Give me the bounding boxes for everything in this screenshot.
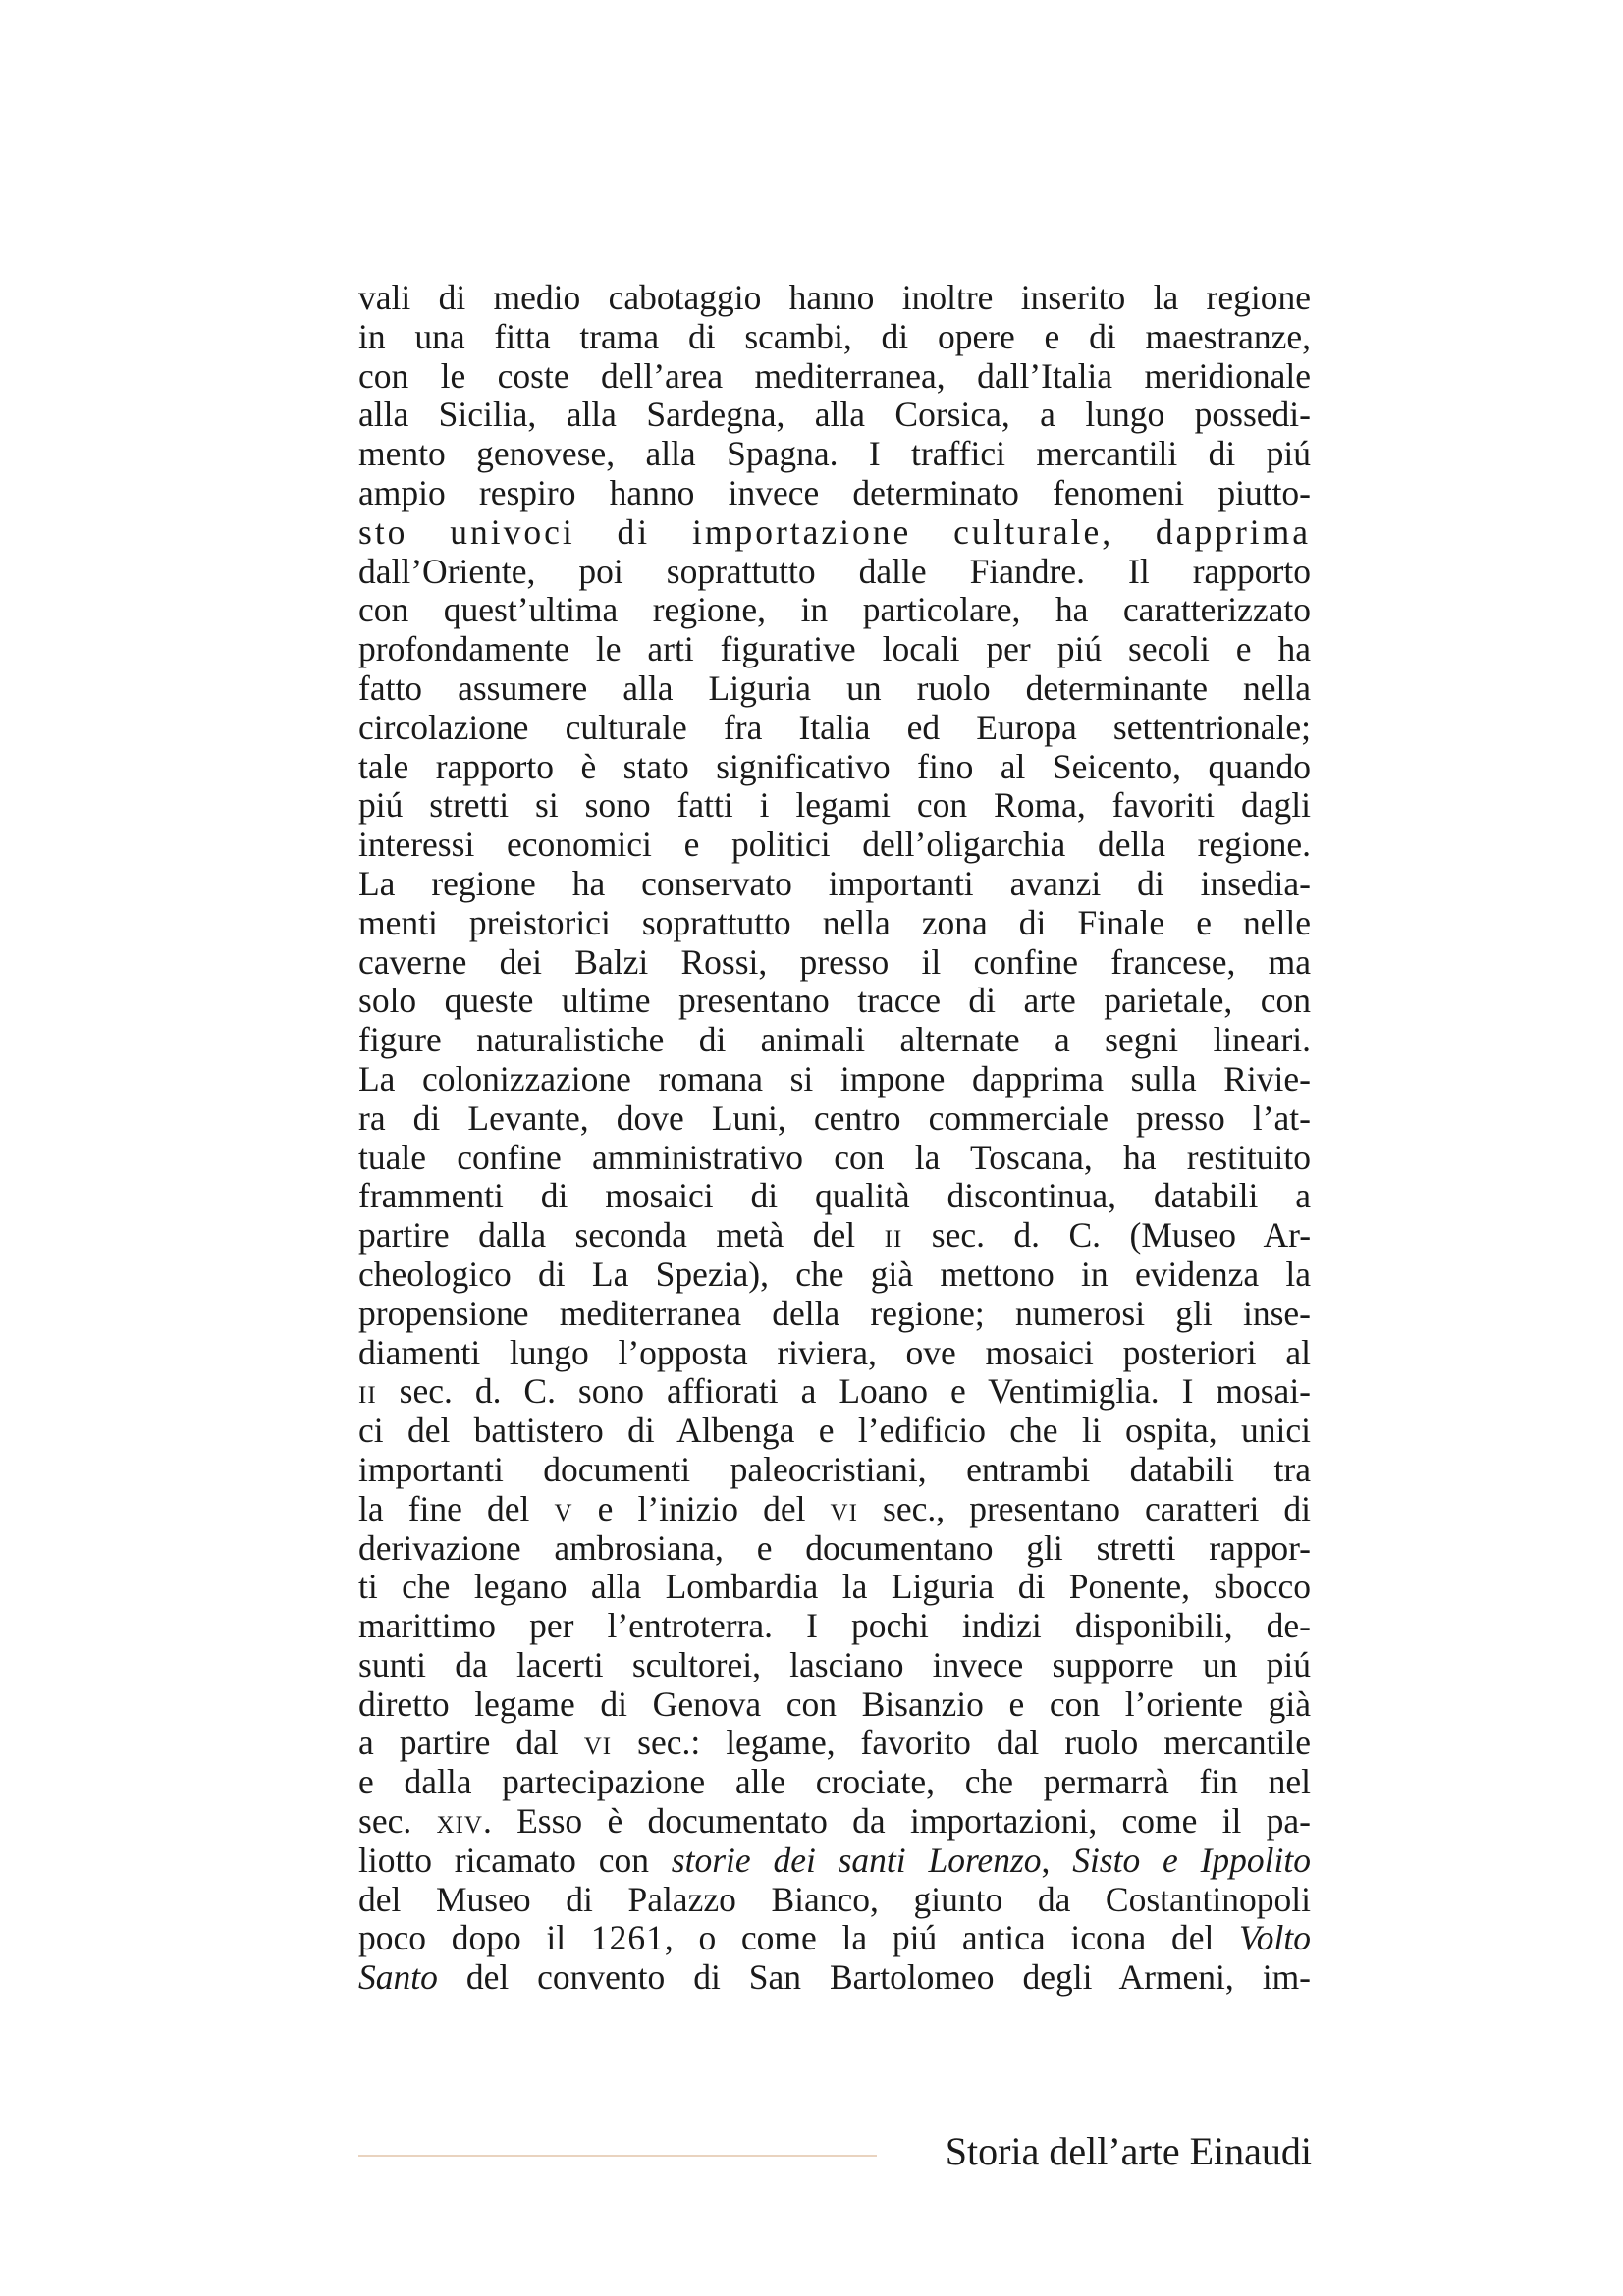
text-line: derivazione ambrosiana, e documentano gli stretti rappor-	[358, 1527, 1311, 1568]
roman-numeral: ii	[884, 1215, 903, 1255]
text-line: propensione mediterranea della regione; numerosi gli inse-	[358, 1293, 1311, 1333]
text-line: in una fitta trama di scambi, di opere e di maestranze,	[358, 316, 1311, 356]
text-line: diamenti lungo l’opposta riviera, ove mosaici posteriori al	[358, 1332, 1311, 1372]
text-line: circolazione culturale fra Italia ed Europa settentrionale;	[358, 707, 1311, 747]
text-line	[358, 1958, 1311, 1998]
text-line	[358, 1490, 1311, 1529]
text-line	[358, 1802, 1311, 1842]
text-line: tuale confine amministrativo con la Toscana, ha restituito	[358, 1137, 1311, 1177]
roman-numeral: ii	[358, 1371, 377, 1412]
text-segment: sec.	[358, 1801, 412, 1842]
text-line: marittimo per l’entroterra. I pochi indizi disponibili, de-	[358, 1606, 1311, 1646]
text-segment: sec., presentano caratteri di	[883, 1488, 1312, 1528]
text-segment: poco dopo il	[358, 1918, 567, 1958]
text-line: sunti da lacerti scultorei, lasciano invece supporre un piú	[358, 1644, 1311, 1684]
roman-numeral: vi	[830, 1488, 858, 1528]
footer-title: Storia dell’arte Einaudi	[945, 2129, 1312, 2173]
text-line: fatto assumere alla Liguria un ruolo determinante nella	[358, 667, 1311, 708]
text-line: e dalla partecipazione alle crociate, che permarrà fin nel	[358, 1762, 1311, 1802]
text-line: alla Sicilia, alla Sardegna, alla Corsica, a lungo possedi-	[358, 395, 1311, 435]
text-segment: sec. d. C. sono affiorati a Loano e Ventimiglia. I mosai-	[399, 1371, 1312, 1412]
text-segment: partire dalla seconda metà del	[358, 1215, 856, 1255]
text-line: cheologico di La Spezia), che già mettono in evidenza la	[358, 1254, 1311, 1294]
text-segment: sec. d. C. (Museo Ar-	[931, 1215, 1312, 1255]
italic-title: Santo	[358, 1957, 438, 1998]
text-line	[358, 1724, 1311, 1763]
text-line: solo queste ultime presentano tracce di arte parietale, con	[358, 981, 1311, 1021]
text-line: menti preistorici soprattutto nella zona di Finale e nelle	[358, 902, 1311, 942]
body-text	[358, 279, 1311, 1998]
text-line: piú stretti si sono fatti i legami con Roma, favoriti dagli	[358, 785, 1311, 826]
text-segment: e l’inizio del	[597, 1488, 806, 1528]
italic-title: Sisto e Ippolito	[1072, 1840, 1311, 1880]
italic-title: Volto	[1239, 1918, 1312, 1958]
text-line: La regione ha conservato importanti avanzi di insedia-	[358, 863, 1311, 903]
text-line: sto univoci di importazione culturale, dapprima	[358, 511, 1311, 552]
text-line: tale rapporto è stato significativo fino al Seicento, quando	[358, 746, 1311, 786]
text-line: con quest’ultima regione, in particolare, ha caratterizzato	[358, 590, 1311, 630]
text-segment: . Esso è documentato da importazioni, come il pa-	[482, 1801, 1311, 1842]
text-line	[358, 1372, 1311, 1412]
text-line: frammenti di mosaici di qualità discontinua, databili a	[358, 1176, 1311, 1216]
text-segment: del convento di San Bartolomeo degli Armeni, im-	[465, 1957, 1312, 1998]
text-line: diretto legame di Genova con Bisanzio e con l’oriente già	[358, 1683, 1311, 1724]
text-line: dall’Oriente, poi soprattutto dalle Fiandre. Il rapporto	[358, 551, 1311, 591]
text-line: interessi economici e politici dell’oligarchia della regione.	[358, 825, 1311, 865]
text-segment: liotto ricamato con	[358, 1840, 649, 1880]
text-line: con le coste dell’area mediterranea, dall’Italia meridionale	[358, 355, 1311, 396]
text-line: vali di medio cabotaggio hanno inoltre inserito la regione	[358, 278, 1311, 317]
text-line: mento genovese, alla Spagna. I traffici mercantili di piú	[358, 434, 1311, 474]
text-line: figure naturalistiche di animali alternate a segni lineari.	[358, 1020, 1311, 1060]
text-segment: a partire dal	[358, 1723, 559, 1763]
text-line: ampio respiro hanno invece determinato fenomeni piutto-	[358, 472, 1311, 512]
text-segment: sec.: legame, favorito dal ruolo mercantile	[637, 1723, 1312, 1763]
text-segment: ,	[1041, 1840, 1051, 1880]
text-segment: la fine del	[358, 1488, 530, 1528]
italic-title: storie dei santi Lorenzo	[671, 1840, 1042, 1880]
roman-numeral: xiv	[436, 1801, 483, 1842]
text-segment: , o come la piú antica icona del	[664, 1918, 1215, 1958]
oldstyle-year: 1261	[590, 1918, 665, 1958]
text-line: ci del battistero di Albenga e l’edificio che li ospita, unici	[358, 1411, 1311, 1451]
roman-numeral: vi	[583, 1723, 613, 1763]
text-line: ra di Levante, dove Luni, centro commerciale presso l’at-	[358, 1097, 1311, 1138]
text-line	[358, 1842, 1311, 1881]
text-line: caverne dei Balzi Rossi, presso il confine francese, ma	[358, 941, 1311, 982]
text-line	[358, 1216, 1311, 1255]
text-line	[358, 1919, 1311, 1958]
text-line: La colonizzazione romana si impone dapprima sulla Rivie-	[358, 1058, 1311, 1098]
footer-rule	[358, 2155, 877, 2157]
text-line: importanti documenti paleocristiani, entrambi databili tra	[358, 1449, 1311, 1489]
text-line: del Museo di Palazzo Bianco, giunto da Costantinopoli	[358, 1879, 1311, 1919]
text-line: ti che legano alla Lombardia la Liguria di Ponente, sbocco	[358, 1567, 1311, 1607]
roman-numeral: v	[554, 1488, 573, 1528]
text-line: profondamente le arti figurative locali per piú secoli e ha	[358, 629, 1311, 669]
